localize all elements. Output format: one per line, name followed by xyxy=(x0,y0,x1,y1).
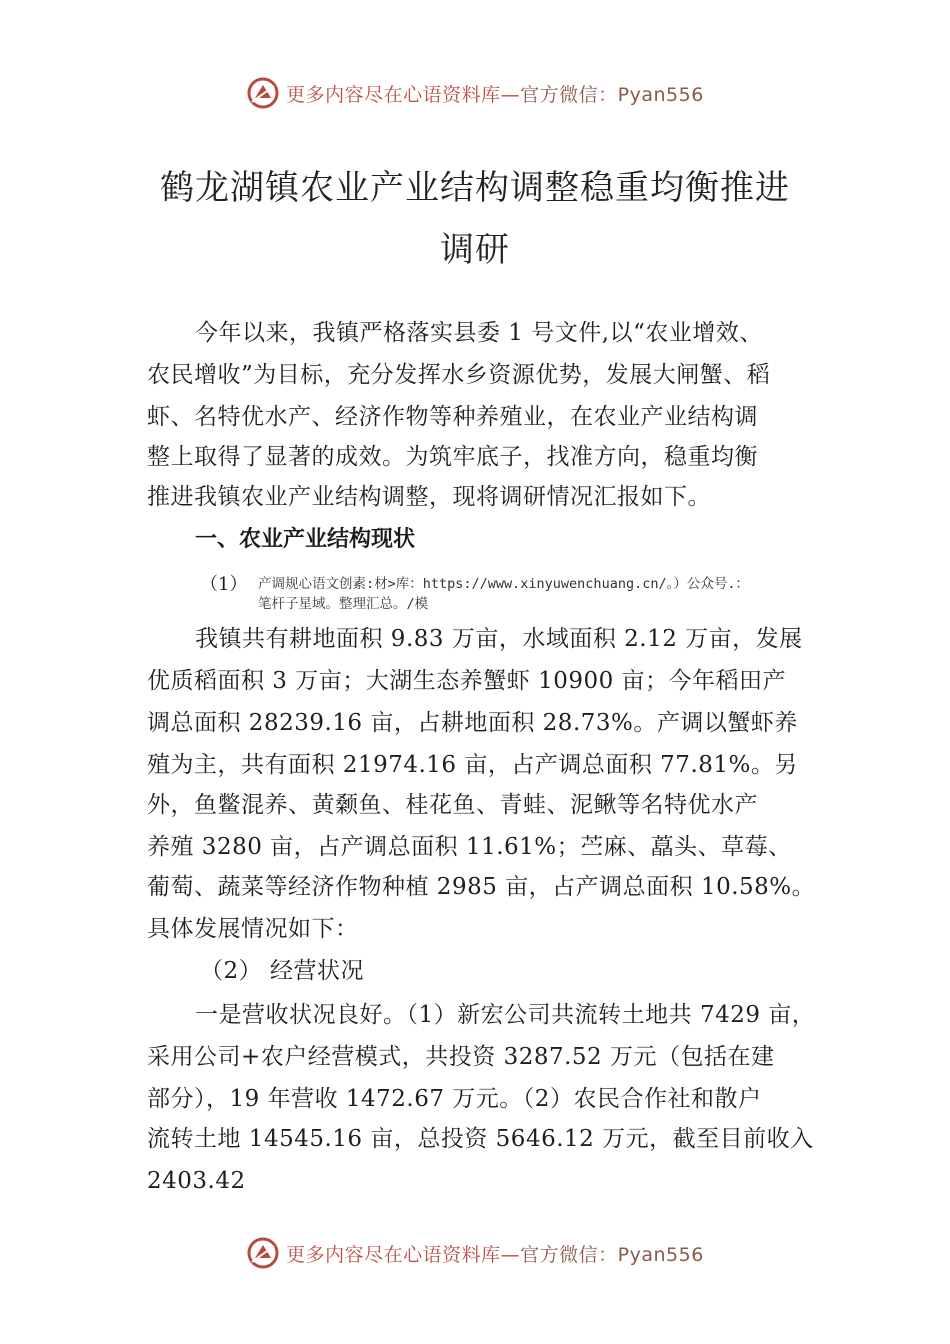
body-line: 部分），19 年营收 1472.67 万元。（2）农民合作社和散户 xyxy=(147,1086,762,1112)
body-line: 调总面积 28239.16 亩，占耕地面积 28.73%。产调以蟹虾养 xyxy=(147,710,798,736)
body-line: 葡萄、蔬菜等经济作物种植 2985 亩，占产调总面积 10.58%。 xyxy=(147,874,816,900)
body-line: 外，鱼鳖混养、黄颡鱼、桂花鱼、青蛙、泥鳅等名特优水产 xyxy=(147,792,758,818)
body-line: 具体发展情况如下： xyxy=(147,916,359,942)
banner-text: 更多内容尽在心语资料库—官方微信：Pyan556 xyxy=(286,83,704,106)
body-line: 我镇共有耕地面积 9.83 万亩，水域面积 2.12 万亩，发展 xyxy=(195,626,803,652)
watermark-text: 笔杆子星域。整理汇总。/模 xyxy=(258,596,429,612)
logo-icon xyxy=(246,1236,280,1270)
page-title-line2: 调研 xyxy=(440,230,510,270)
body-line: 2403.42 xyxy=(147,1168,246,1194)
subsection-heading: （2） 经营状况 xyxy=(200,958,364,984)
banner-wechat: 官方微信：Pyan556 xyxy=(520,1243,704,1266)
footer-banner xyxy=(0,1233,950,1273)
body-line: 优质稻面积 3 万亩；大湖生态养蟹虾 10900 亩；今年稻田产 xyxy=(147,668,787,694)
subsection-number: （1） xyxy=(200,574,248,595)
logo-icon xyxy=(246,76,280,110)
watermark-text: 产调规心语文创素:材>库：https://www.xinyuwenchuang.cn/。）公众号.： xyxy=(258,576,749,592)
banner-text: 更多内容尽在心语资料库—官方微信：Pyan556 xyxy=(286,1243,704,1266)
page-title: 鹤龙湖镇农业产业结构调整稳重均衡推进 xyxy=(160,168,790,208)
intro-line: 虾、名特优水产、经济作物等种养殖业，在农业产业结构调 xyxy=(147,404,758,430)
body-line: 流转土地 14545.16 亩，总投资 5646.12 万元，截至目前收入 xyxy=(147,1126,814,1152)
intro-line: 整上取得了显著的成效。为筑牢底子，找准方向，稳重均衡 xyxy=(147,444,758,470)
intro-line: 推进我镇农业产业结构调整，现将调研情况汇报如下。 xyxy=(147,484,711,510)
banner-wechat: 官方微信：Pyan556 xyxy=(520,83,704,106)
section-heading: 一、农业产业结构现状 xyxy=(195,527,416,552)
header-banner xyxy=(0,73,950,113)
body-line: 采用公司+农户经营模式，共投资 3287.52 万元（包括在建 xyxy=(147,1044,775,1070)
body-line: 一是营收状况良好。（1）新宏公司共流转土地共 7429 亩， xyxy=(195,1002,816,1028)
body-line: 殖为主，共有面积 21974.16 亩，占产调总面积 77.81%。另 xyxy=(147,752,798,778)
intro-line: 今年以来，我镇严格落实县委 1 号文件,以“农业增效、 xyxy=(195,320,763,346)
body-line: 养殖 3280 亩，占产调总面积 11.61%；苎麻、藠头、草莓、 xyxy=(147,834,792,860)
intro-line: 农民增收”为目标，充分发挥水乡资源优势，发展大闸蟹、稻 xyxy=(147,362,771,388)
